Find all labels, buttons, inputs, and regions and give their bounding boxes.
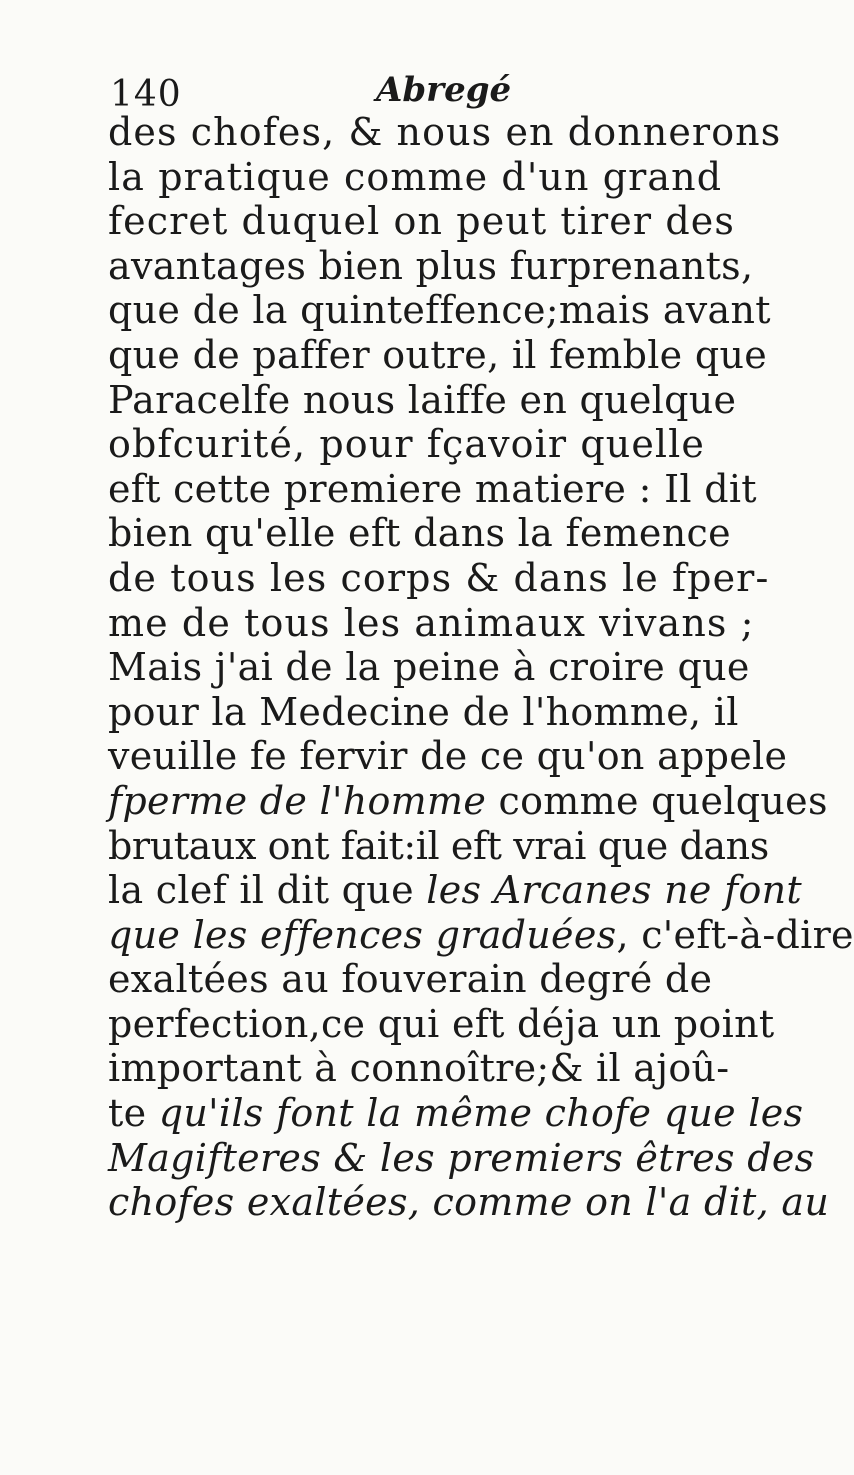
text-line [108, 155, 770, 200]
text-segment: la clef il dit que [108, 868, 427, 913]
italic-text: chofes exaltées, comme on l'a dit, au [108, 1180, 830, 1225]
text-segment: comme quelques [486, 778, 828, 823]
text-line [108, 734, 788, 779]
text-segment: des chofes, & nous en donnerons [108, 110, 782, 154]
text-segment: que de la quinteffence;mais avant [108, 288, 771, 333]
italic-text: que les effences graduées [108, 912, 617, 957]
text-line [108, 690, 770, 735]
text-line [108, 110, 782, 155]
text-segment: Mais j'ai de la peine à croire que [108, 645, 750, 690]
text-line [108, 778, 828, 824]
text-line [108, 1046, 770, 1091]
text-line [108, 511, 770, 556]
italic-text: qu'ils font la même chofe que les [158, 1091, 804, 1136]
text-segment: de tous les corps & dans le fper- [108, 555, 770, 600]
text-segment: me de tous les animaux vivans ; [108, 600, 755, 645]
italic-text: les Arcanes ne font [426, 868, 802, 913]
text-line [108, 824, 770, 869]
text-line [108, 288, 770, 333]
body-text [108, 110, 854, 1225]
text-line [108, 422, 770, 467]
text-line [108, 868, 802, 913]
text-segment: exaltées au fouverain degré de [108, 957, 713, 1002]
text-line [108, 1180, 830, 1225]
text-segment: que de paffer outre, il femble que [108, 332, 768, 377]
text-segment: , c'eft-à-dire [616, 912, 854, 957]
text-segment: pour la Medecine de l'homme, il [108, 689, 739, 734]
text-line [108, 957, 770, 1002]
text-line [108, 244, 770, 289]
text-line [108, 333, 770, 378]
text-segment: bien qu'elle eft dans la femence [108, 511, 731, 556]
text-line [108, 1135, 815, 1181]
text-line [108, 645, 770, 690]
text-segment: obfcurité, pour fçavoir quelle [108, 422, 706, 467]
text-segment: avantages bien plus furprenants, [108, 243, 754, 288]
text-segment: brutaux ont fait:il eft vrai que dans [108, 823, 769, 868]
running-title: Abregé [376, 70, 512, 110]
text-segment: important à connoître;& il ajoû- [108, 1046, 730, 1091]
text-segment: eft cette premiere matiere : Il dit [108, 466, 757, 511]
page-number: 140 [110, 74, 182, 115]
italic-text: Magifteres & les premiers êtres des [108, 1135, 815, 1180]
text-segment: veuille fe fervir de ce qu'on appele [108, 734, 788, 779]
text-line [108, 601, 770, 646]
page-header [108, 60, 770, 115]
text-segment: Paracelfe nous laiffe en quelque [108, 377, 737, 422]
text-line [108, 1001, 775, 1047]
text-line [108, 556, 770, 601]
text-segment: fecret duquel on peut tirer des [108, 199, 735, 244]
text-segment: la pratique comme d'un grand [108, 154, 723, 199]
text-line [108, 1091, 804, 1136]
text-line [108, 199, 770, 244]
italic-text: fperme de l'homme [108, 778, 487, 823]
text-segment: te [108, 1091, 159, 1136]
text-line [108, 467, 770, 512]
text-segment: perfection,ce qui eft déja un point [108, 1001, 775, 1046]
text-line [108, 912, 854, 958]
text-line [108, 378, 770, 423]
